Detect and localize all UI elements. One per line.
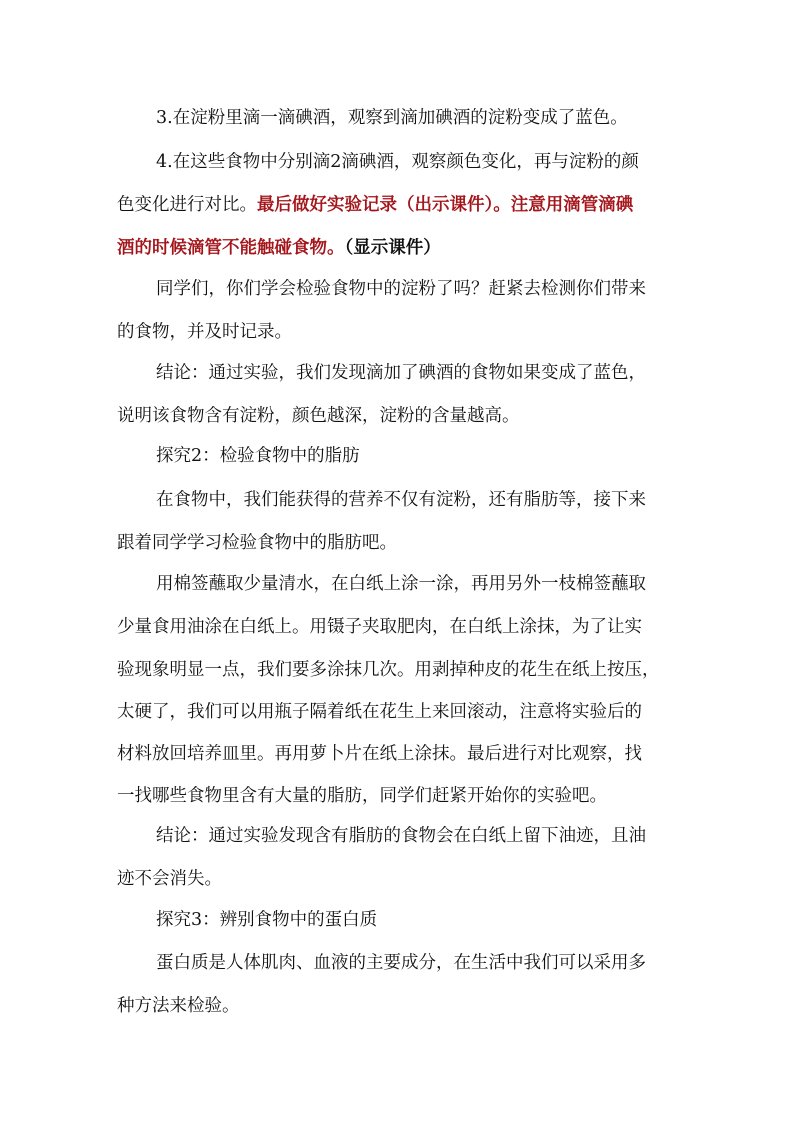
text-span: 色变化进行对比。 — [117, 195, 257, 215]
text-line: 验现象明显一点，我们要多涂抹几次。用剥掉种皮的花生在纸上按压， — [117, 660, 660, 680]
highlight-red-text: 酒的时候滴管不能触碰食物。 — [117, 238, 345, 258]
text-line: 跟着同学学习检验食物中的脂肪吧。 — [117, 533, 397, 553]
text-line: 同学们，你们学会检验食物中的淀粉了吗？赶紧去检测你们带来 — [156, 279, 646, 299]
text-line: 结论：通过实验，我们发现滴加了碘酒的食物如果变成了蓝色， — [156, 363, 646, 383]
text-line: 蛋白质是人体肌肉、血液的主要成分，在生活中我们可以采用多 — [156, 953, 646, 973]
text-line: 4.在这些食物中分别滴2滴碘酒，观察颜色变化，再与淀粉的颜 — [156, 152, 639, 172]
text-line: 在食物中，我们能获得的营养不仅有淀粉，还有脂肪等，接下来 — [156, 490, 646, 510]
text-line: 3.在淀粉里滴一滴碘酒，观察到滴加碘酒的淀粉变成了蓝色。 — [156, 108, 628, 128]
text-line: 说明该食物含有淀粉，颜色越深，淀粉的含量越高。 — [117, 406, 520, 426]
highlight-red-text: 最后做好实验记录（出示课件）。注意用滴管滴碘 — [257, 195, 634, 215]
text-line — [117, 228, 441, 268]
text-line — [117, 185, 633, 225]
text-line: 的食物，并及时记录。 — [117, 322, 292, 342]
text-line: 用棉签蘸取少量清水，在白纸上涂一涂，再用另外一枝棉签蘸取 — [156, 574, 646, 594]
text-line: 结论：通过实验发现含有脂肪的食物会在白纸上留下油迹，且油 — [156, 826, 646, 846]
bold-text: （显示课件） — [344, 238, 441, 258]
text-line: 探究3：辨别食物中的蛋白质 — [156, 910, 378, 930]
text-line: 太硬了，我们可以用瓶子隔着纸在花生上来回滚动，注意将实验后的 — [117, 702, 642, 722]
text-line: 一找哪些食物里含有大量的脂肪，同学们赶紧开始你的实验吧。 — [117, 786, 607, 806]
text-line: 迹不会消失。 — [117, 869, 222, 889]
text-line: 种方法来检验。 — [117, 996, 240, 1016]
text-line: 探究2：检验食物中的脂肪 — [156, 446, 360, 466]
text-line: 材料放回培养皿里。再用萝卜片在纸上涂抹。最后进行对比观察，找 — [117, 744, 642, 764]
text-line: 少量食用油涂在白纸上。用镊子夹取肥肉，在白纸上涂抹，为了让实 — [117, 617, 642, 637]
